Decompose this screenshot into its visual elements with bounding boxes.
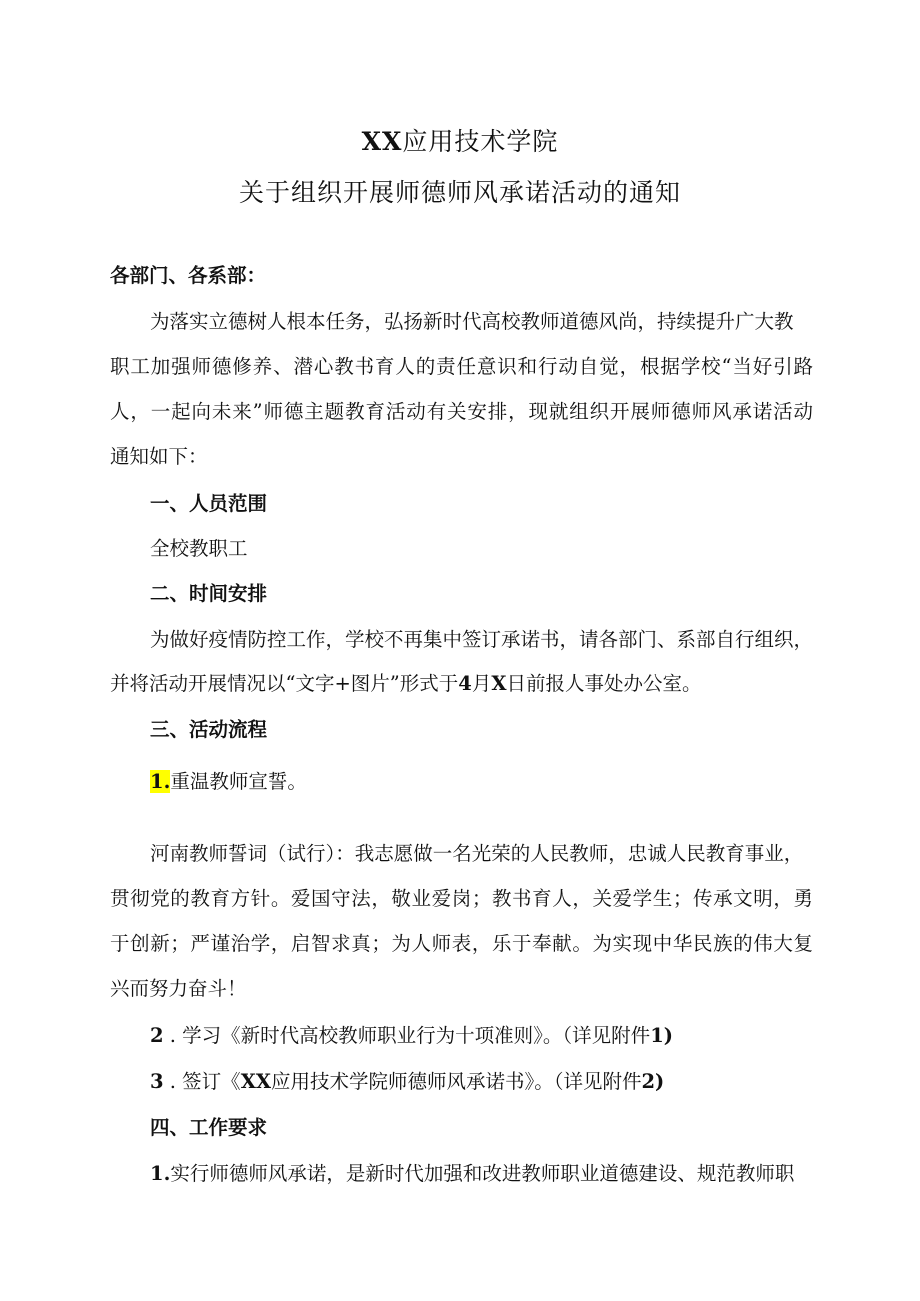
title-rest: 应用技术学院 [402,127,559,156]
section3-item-3-xx: XX [240,1070,271,1093]
intro-line-3: 人，一起向未来”师德主题教育活动有关安排，现就组织开展师德师风承诺活动 [110,400,813,423]
section2-line-2-text-c: 日前报人事处办公室。 [506,672,702,695]
oath-line-3: 于创新；严谨治学，启智求真；为人师表，乐于奉献。为实现中华民族的伟大复 [110,932,813,955]
section4-item-1 [150,1158,794,1186]
section4-item-1-text: 实行师德师风承诺，是新时代加强和改进教师职业道德建设、规范教师职 [170,1162,795,1185]
section1-heading: 一、人员范围 [150,492,268,515]
section3-item-1-text: 重温教师宣誓。 [170,770,307,793]
document-subtitle: 关于组织开展师德师风承诺活动的通知 [238,178,681,207]
intro-line-1: 为落实立德树人根本任务，弘扬新时代高校教师道德风尚，持续提升广大教 [150,310,794,333]
highlighted-number: 1. [150,770,171,793]
section3-item-3-number: 3 [150,1070,164,1093]
title-prefix: XX [361,127,403,156]
oath-line-4: 兴而努力奋斗！ [110,977,247,1000]
section3-heading: 三、活动流程 [150,718,268,741]
section1-content: 全校教职工 [150,537,248,560]
section3-item-2 [150,1020,673,1048]
salutation: 各部门、各系部： [110,264,267,287]
attachment-2-ref: 2) [641,1070,665,1093]
section2-heading: 二、时间安排 [150,582,268,605]
oath-line-1: 河南教师誓词（试行）：我志愿做一名光荣的人民教师，忠诚人民教育事业， [150,842,804,865]
document-title [0,122,920,158]
deadline-day: X [491,672,507,695]
oath-line-2: 贯彻党的教育方针。爱国守法，敬业爱岗；教书育人，关爱学生；传承文明，勇 [110,887,813,910]
section2-line-2-text-b: 月 [471,672,492,695]
section4-item-1-number: 1. [150,1162,171,1185]
section3-item-3 [150,1066,664,1094]
intro-line-4: 通知如下： [110,445,208,468]
attachment-1-ref: 1) [650,1024,673,1047]
section3-item-1 [150,766,307,794]
deadline-month: 4 [458,672,472,695]
section4-heading: 四、工作要求 [150,1116,268,1139]
section3-item-2-text: . 学习《新时代高校教师职业行为十项准则》。（详见附件 [163,1024,651,1047]
intro-line-2: 职工加强师德修养、潜心教书育人的责任意识和行动自觉，根据学校“当好引路 [110,355,813,378]
section2-line-2-text-a: 并将活动开展情况以“文字+图片”形式于 [110,672,459,695]
section3-item-3-text-b: 应用技术学院师德师风承诺书》。（详见附件 [270,1070,642,1093]
section2-line-2 [110,668,702,696]
section3-item-2-number: 2 [150,1024,164,1047]
section3-item-3-text-a: . 签订《 [163,1070,241,1093]
section2-line-1: 为做好疫情防控工作，学校不再集中签订承诺书，请各部门、系部自行组织， [150,628,814,651]
